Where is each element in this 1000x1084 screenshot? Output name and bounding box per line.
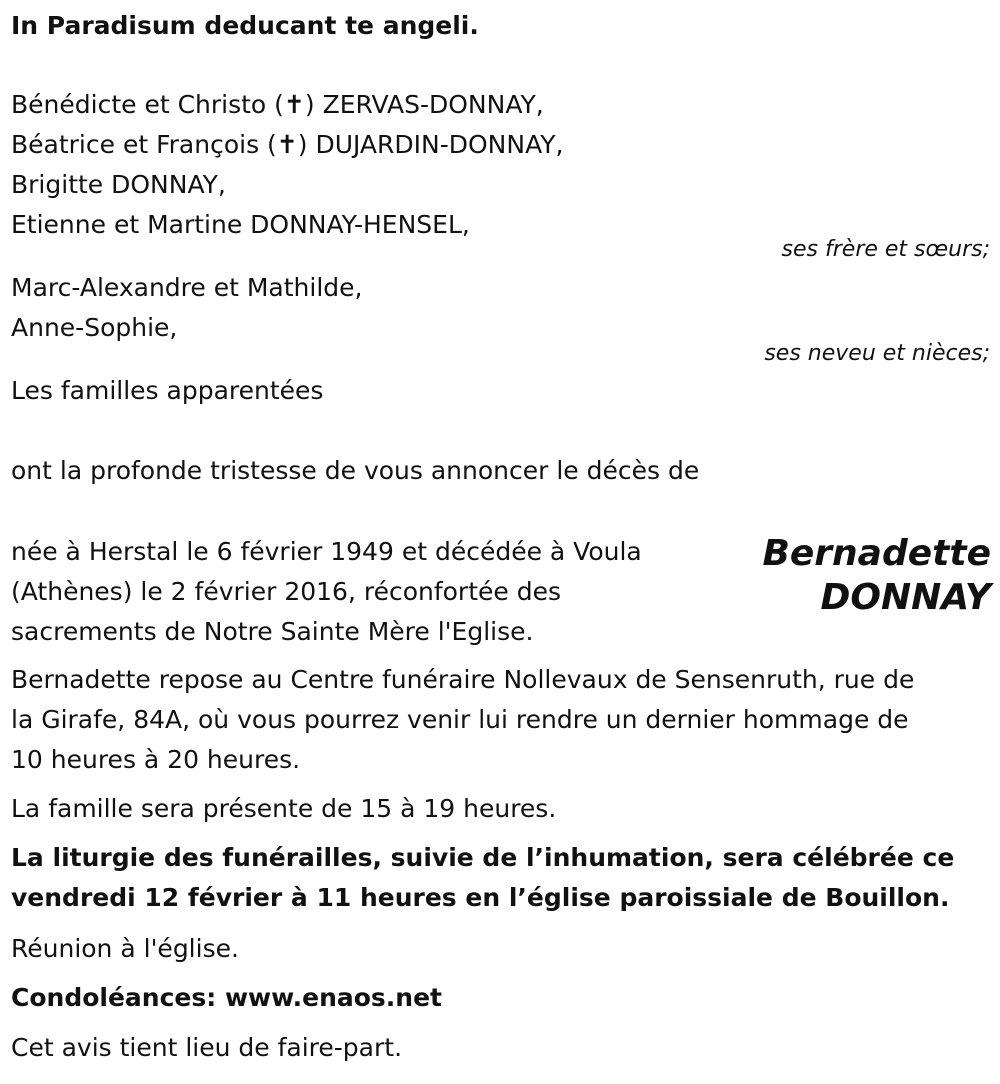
paragraph-line: vendredi 12 février à 11 heures en l’église paroissiale de Bouillon. [11,883,950,912]
paragraph-line: la Girafe, 84A, où vous pourrez venir lui rendre un dernier hommage de [11,705,909,734]
family-presence: La famille sera présente de 15 à 19 heures. [11,794,557,823]
family-member-line: Marc-Alexandre et Mathilde, [11,273,363,302]
family-member-line: Anne-Sophie, [11,313,178,342]
paragraph-line: La liturgie des funérailles, suivie de l’inhumation, sera célébrée ce [11,843,955,872]
liturgy-paragraph [11,838,991,918]
deceased-last-name: DONNAY [820,577,991,618]
deceased-first-name: Bernadette [762,533,991,574]
header-prayer: In Paradisum deducant te angeli. [11,11,479,40]
family-member-line: Bénédicte et Christo (✝) ZERVAS-DONNAY, [11,90,544,119]
condolences-link: Condoléances: www.enaos.net [11,983,443,1012]
paragraph-line: (Athènes) le 2 février 2016, réconfortée des [11,577,561,606]
paragraph-line: Bernadette repose au Centre funéraire Nollevaux de Sensenruth, rue de [11,665,915,694]
family-member-line: Brigitte DONNAY, [11,170,226,199]
relation-siblings: ses frère et sœurs; [781,237,990,262]
meeting-info: Réunion à l'église. [11,934,239,963]
announcement-text: ont la profonde tristesse de vous annoncer le décès de [11,456,700,485]
paragraph-line: 10 heures à 20 heures. [11,745,301,774]
relation-nephews: ses neveu et nièces; [764,341,990,366]
closing-note: Cet avis tient lieu de faire-part. [11,1033,403,1062]
paragraph-line: sacrements de Notre Sainte Mère l'Eglise. [11,617,534,646]
family-member-line: Etienne et Martine DONNAY-HENSEL, [11,210,470,239]
paragraph-line: née à Herstal le 6 février 1949 et décédée à Voula [11,537,642,566]
repose-paragraph [11,660,991,780]
birth-death-paragraph [11,532,711,652]
deceased-name [762,532,991,620]
family-member-line: Béatrice et François (✝) DUJARDIN-DONNAY, [11,130,564,159]
related-families: Les familles apparentées [11,376,324,405]
